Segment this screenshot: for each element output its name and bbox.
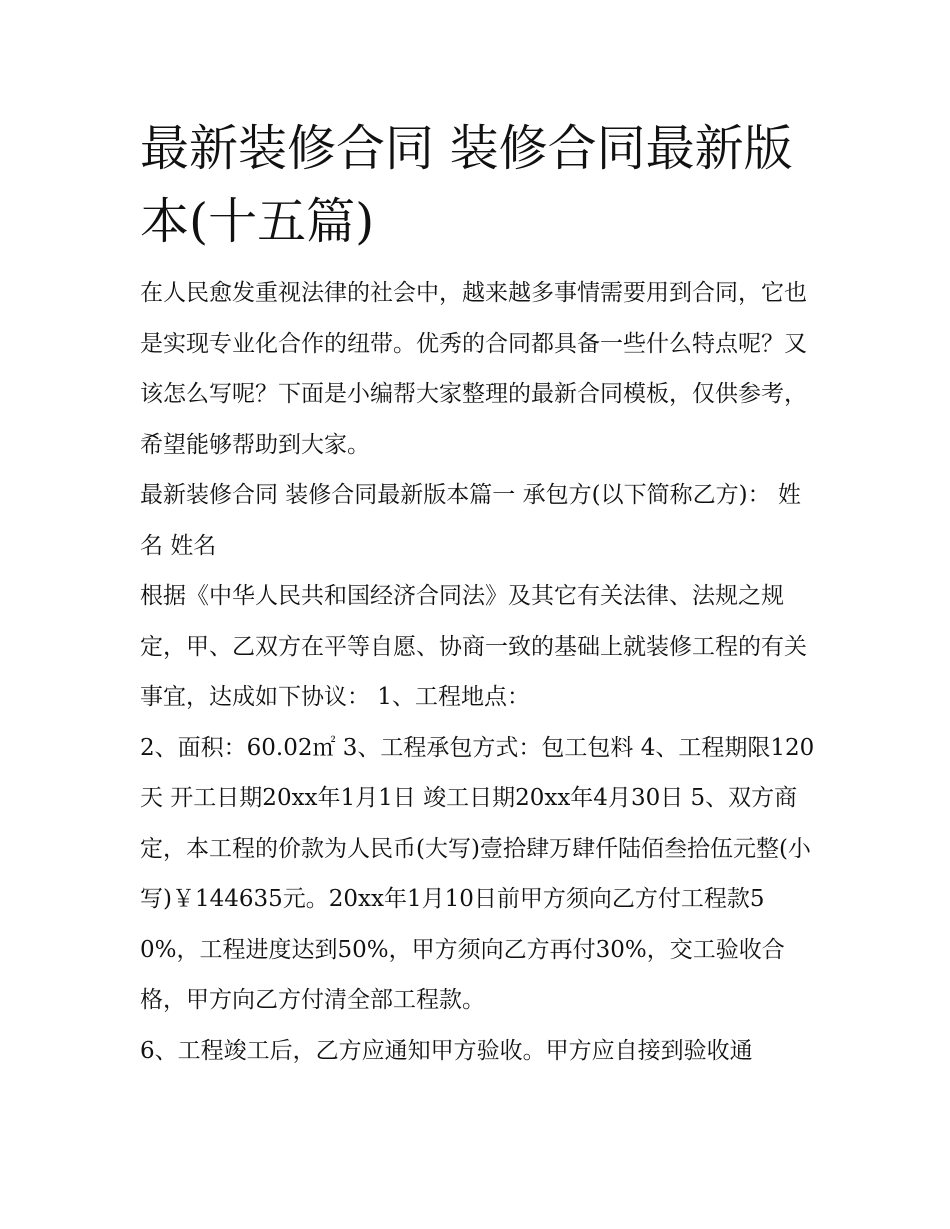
section-heading-paragraph: 最新装修合同 装修合同最新版本篇一 承包方(以下简称乙方)： 姓名 姓名 xyxy=(140,482,801,559)
terms-paragraph: 2、面积：60.02㎡ 3、工程承包方式：包工包料 4、工程期限120天 开工日期20xx年1月1日 竣工日期20xx年4月30日 5、双方商定，本工程的价款为人民币(大写)壹拾肆万肆仟陆佰叁拾伍元整(小写)￥144635元。20xx年1月10日前甲方须向乙方付工程款50%，工程进度达到50%，甲方须向乙方再付30%，交工验收合格，甲方向乙方付清全部工程款。 xyxy=(140,734,815,1013)
acceptance-paragraph: 6、工程竣工后，乙方应通知甲方验收。甲方应自接到验收通 xyxy=(140,1037,753,1064)
document-body xyxy=(140,112,820,1076)
document-title: 最新装修合同 装修合同最新版本(十五篇) xyxy=(140,120,793,250)
intro-paragraph: 在人民愈发重视法律的社会中，越来越多事情需要用到合同，它也是实现专业化合作的纽带。优秀的合同都具备一些什么特点呢？又该怎么写呢？下面是小编帮大家整理的最新合同模板，仅供参考，希望能够帮助到大家。 xyxy=(140,280,807,458)
legal-basis-paragraph: 根据《中华人民共和国经济合同法》及其它有关法律、法规之规定，甲、乙双方在平等自愿、协商一致的基础上就装修工程的有关事宜，达成如下协议： 1、工程地点： xyxy=(140,583,807,710)
